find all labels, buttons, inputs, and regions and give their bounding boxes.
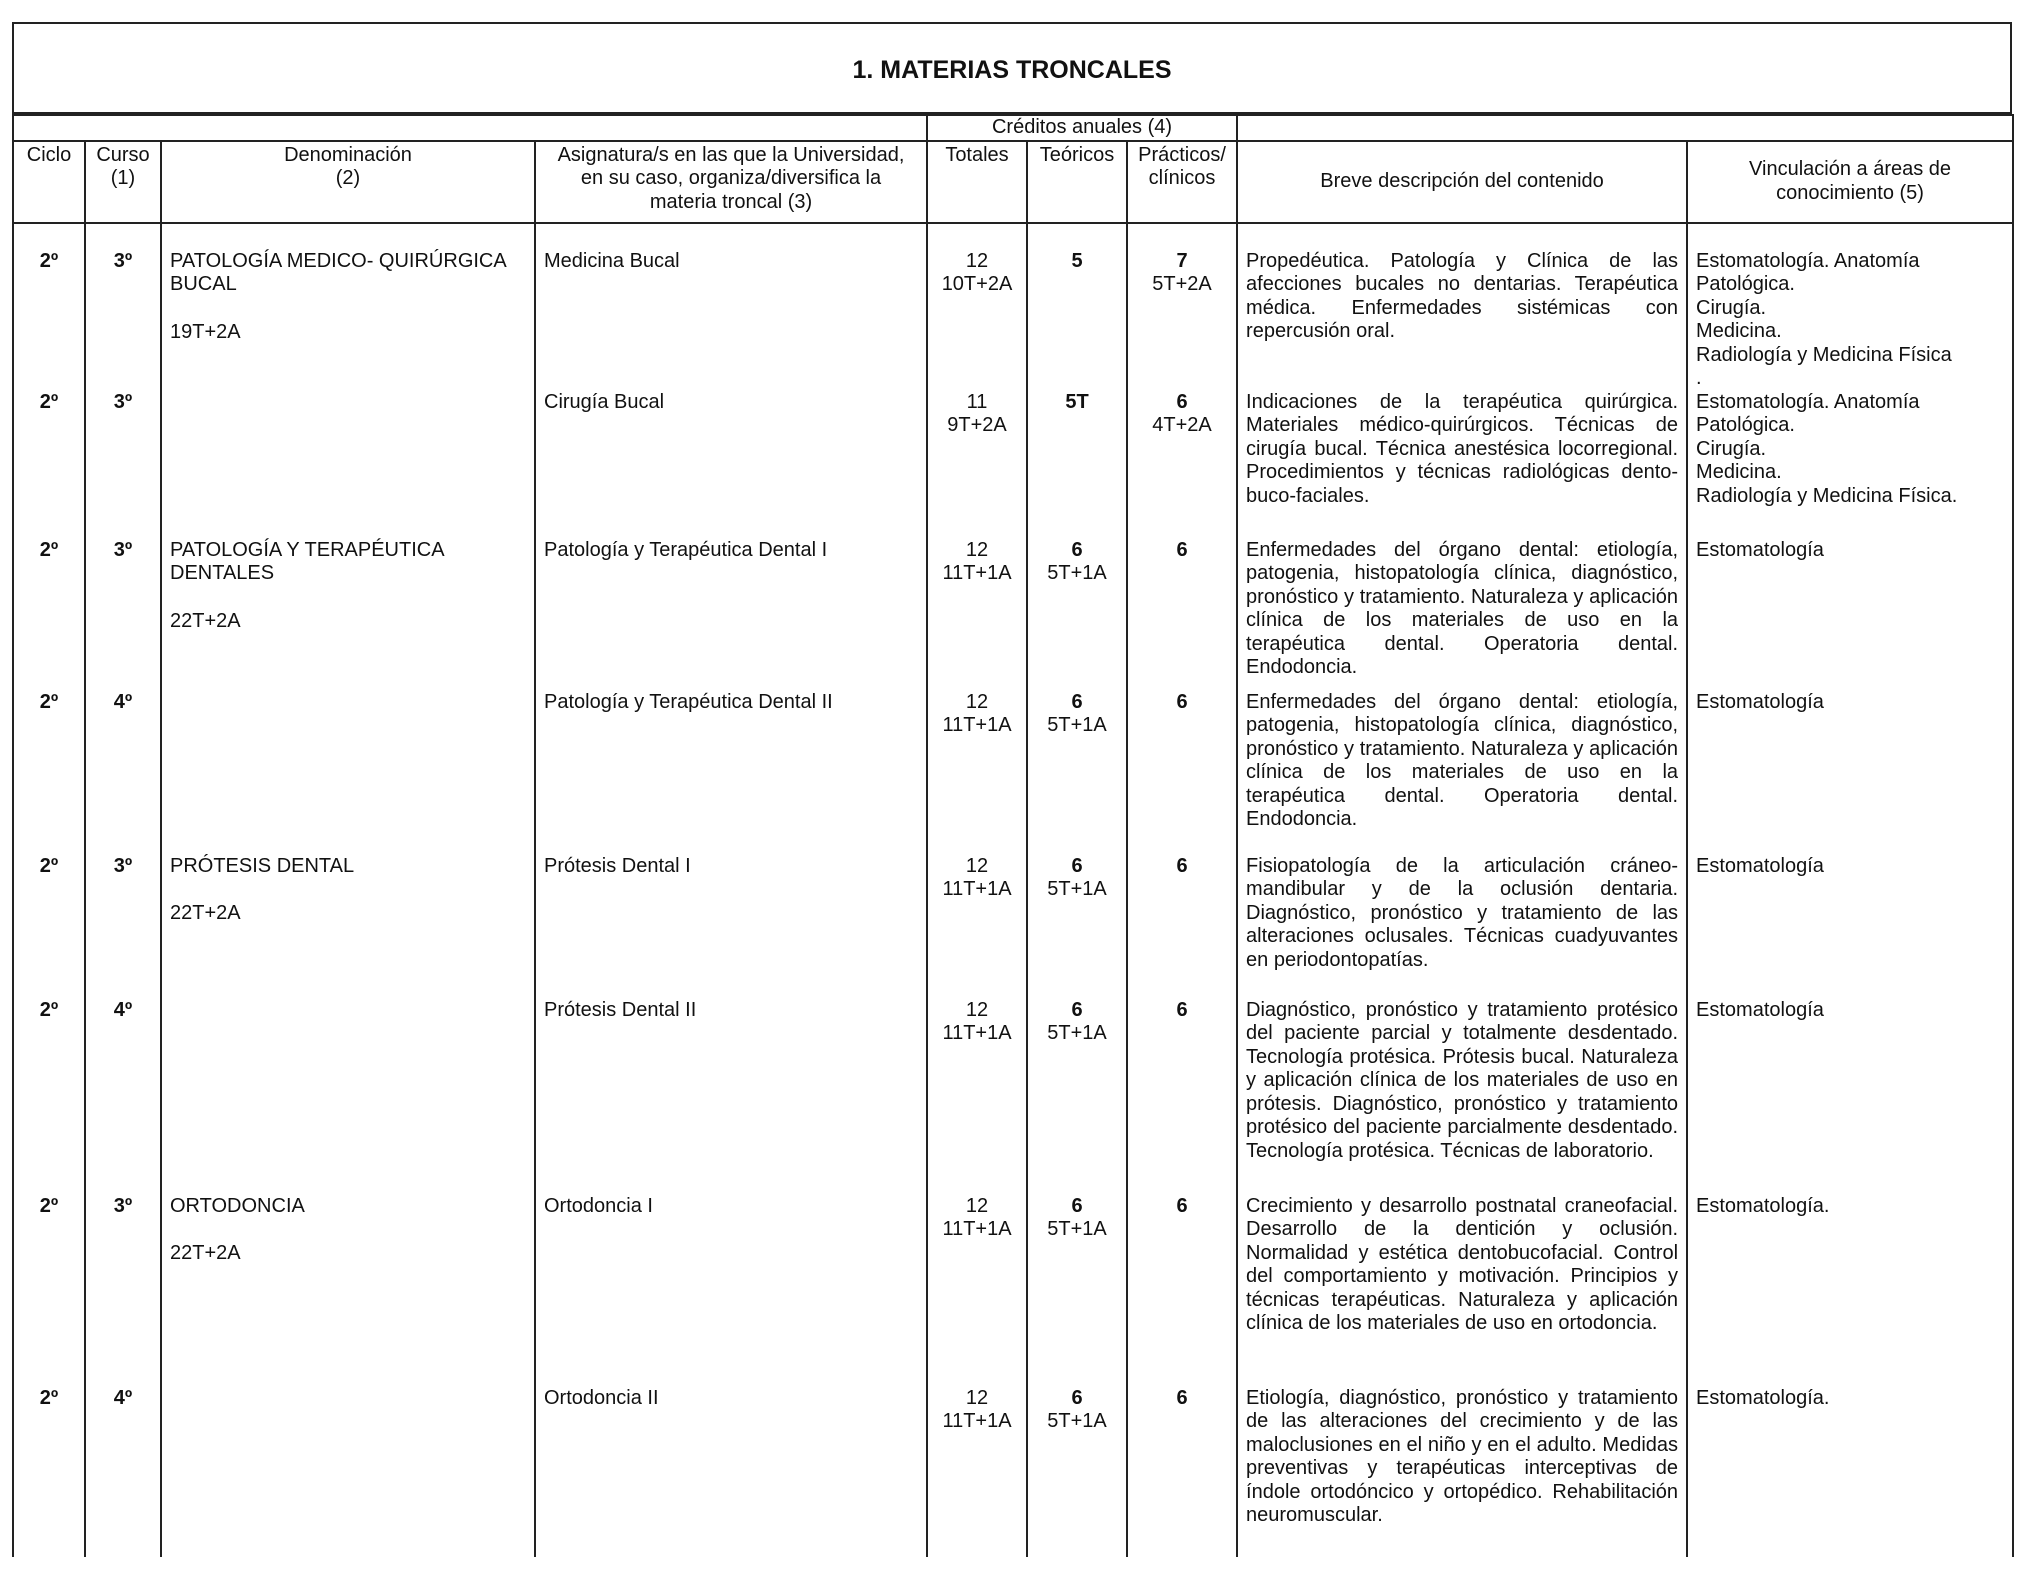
cell-descripcion [1237,855,1687,999]
cell-curso [85,250,161,391]
cell-curso [85,1387,161,1557]
cell-denominacion [161,855,535,999]
cell-totales [927,855,1027,999]
teoricos-value: 6 [1071,690,1083,713]
cell-asignatura [535,250,927,391]
cell-practicos [1127,391,1237,539]
cell-denominacion [161,999,535,1195]
vinculacion-line: Medicina. [1696,461,1782,483]
totales-value: 11 [966,390,988,413]
descripcion-value: Indicaciones de la terapéutica quirúrgica. Materiales médico-quirúrgicos. Técnicas de cirugía bucal. Técnica anestésica locorregional. Procedimientos y técnicas radiológicas dento-buco-faciales. [1246,390,1679,507]
vinculacion-line: Patológica. [1696,273,1795,295]
teoricos-breakdown: 5T+1A [1047,714,1107,736]
asignatura-value: Prótesis Dental II [544,998,697,1021]
header-curso-note: (1) [110,167,136,189]
totales-value: 12 [965,690,989,713]
header-denominacion-note: (2) [335,167,361,189]
header-asignatura-line1: Asignatura/s en las que la Universidad, [557,143,905,166]
curso-value: 3º [113,249,133,272]
header-teoricos-label: Teóricos [1039,143,1115,166]
denominacion-creditos: 19T+2A [170,320,241,343]
header-denominacion-label: Denominación [284,143,412,166]
teoricos-value: 6 [1071,854,1083,877]
ciclo-value: 2º [39,1194,59,1217]
cell-teoricos [1027,999,1127,1195]
totales-value: 12 [965,998,989,1021]
practicos-value: 6 [1176,1194,1188,1217]
cell-curso [85,1195,161,1387]
vinculacion-line: Estomatología [1696,690,1824,713]
header-practicos [1127,141,1237,223]
cell-descripcion [1237,250,1687,391]
ciclo-value: 2º [39,390,59,413]
descripcion-value: Crecimiento y desarrollo postnatal craneofacial. Desarrollo de la dentición y oclusión. Normalidad y estética dentobucofacial. Control del comportamiento y motivación. Principios y técnicas terapéuticas. Naturaleza y aplicación clínica de los materiales de uso en ortodoncia. [1246,1194,1679,1334]
asignatura-value: Ortodoncia I [544,1194,653,1217]
cell-totales [927,391,1027,539]
cell-teoricos [1027,1195,1127,1387]
header-vinculacion [1687,141,2013,223]
teoricos-value: 6 [1071,538,1083,561]
asignatura-value: Medicina Bucal [544,249,680,272]
ciclo-value: 2º [39,1386,59,1409]
vinculacion-line: Estomatología. [1696,1194,1830,1217]
cell-totales [927,1195,1027,1387]
table-row [13,1387,2013,1557]
vinculacion-line: Estomatología. Anatomía [1696,390,1920,413]
cell-denominacion [161,1387,535,1557]
vinculacion-line: . [1696,367,1702,389]
table-row [13,250,2013,391]
totales-value: 12 [965,854,989,877]
totales-breakdown: 10T+2A [941,273,1013,295]
curso-value: 3º [113,538,133,561]
cell-descripcion [1237,539,1687,691]
teoricos-value: 5T [1065,390,1089,413]
vinculacion-line: Estomatología. Anatomía [1696,249,1920,272]
vinculacion-line: Estomatología [1696,538,1824,561]
cell-ciclo [13,1387,85,1557]
cell-ciclo [13,1195,85,1387]
denominacion-creditos: 22T+2A [170,1242,241,1264]
totales-value: 12 [965,249,989,272]
cell-curso [85,391,161,539]
cell-descripcion [1237,391,1687,539]
vinculacion-line: Patológica. [1696,414,1795,436]
practicos-value: 6 [1176,854,1188,877]
cell-asignatura [535,391,927,539]
vinculacion-line: Estomatología [1696,854,1824,877]
header-descripcion [1237,141,1687,223]
practicos-value: 6 [1176,690,1188,713]
cell-vinculacion [1687,250,2013,391]
teoricos-value: 6 [1071,998,1083,1021]
table-row [13,1195,2013,1387]
totales-value: 12 [965,538,989,561]
table-row [13,539,2013,691]
header-teoricos [1027,141,1127,223]
cell-ciclo [13,691,85,855]
cell-curso [85,999,161,1195]
cell-totales [927,250,1027,391]
header-ciclo [13,141,85,223]
cell-ciclo [13,250,85,391]
cell-curso [85,855,161,999]
cell-asignatura [535,999,927,1195]
ciclo-value: 2º [39,854,59,877]
cell-teoricos [1027,539,1127,691]
vinculacion-line: Medicina. [1696,320,1782,342]
cell-vinculacion [1687,539,2013,691]
table-row [13,999,2013,1195]
practicos-value: 6 [1176,538,1188,561]
cell-vinculacion [1687,855,2013,999]
vinculacion-line: Radiología y Medicina Física. [1696,484,1958,507]
teoricos-value: 5 [1071,249,1083,272]
denominacion-creditos: 22T+2A [170,902,241,924]
cell-asignatura [535,539,927,691]
header-asignatura [535,141,927,223]
cell-denominacion [161,250,535,391]
practicos-value: 6 [1176,390,1188,413]
cell-teoricos [1027,691,1127,855]
asignatura-value: Cirugía Bucal [544,390,665,413]
cell-denominacion [161,691,535,855]
materias-table [12,114,2014,1557]
ciclo-value: 2º [39,690,59,713]
vinculacion-line: Estomatología [1696,998,1824,1021]
ciclo-value: 2º [39,998,59,1021]
table-body [13,223,2013,1557]
header-curso-label: Curso [96,143,150,166]
cell-vinculacion [1687,999,2013,1195]
cell-descripcion [1237,691,1687,855]
cell-denominacion [161,539,535,691]
denominacion-value: PATOLOGÍA MEDICO- QUIRÚRGICA BUCAL [170,249,506,295]
cell-vinculacion [1687,1195,2013,1387]
descripcion-value: Propedéutica. Patología y Clínica de las afecciones bucales no dentarias. Terapéutica médica. Enfermedades sistémicas con repercusión oral. [1246,249,1679,342]
header-practicos-line2: clínicos [1148,167,1216,189]
cell-descripcion [1237,1387,1687,1557]
asignatura-value: Patología y Terapéutica Dental I [544,538,828,561]
cell-teoricos [1027,1387,1127,1557]
table-row [13,855,2013,999]
teoricos-value: 6 [1071,1386,1083,1409]
cell-asignatura [535,1195,927,1387]
denominacion-value: PATOLOGÍA Y TERAPÉUTICA DENTALES [170,538,444,584]
header-creditos-group: Créditos anuales (4) [927,115,1237,141]
practicos-breakdown: 5T+2A [1152,273,1212,295]
header-totales-label: Totales [945,143,1009,166]
ciclo-value: 2º [39,538,59,561]
asignatura-value: Patología y Terapéutica Dental II [544,690,833,713]
cell-practicos [1127,1195,1237,1387]
table-row [13,391,2013,539]
cell-practicos [1127,691,1237,855]
vinculacion-line: Estomatología. [1696,1386,1830,1409]
cell-totales [927,999,1027,1195]
header-curso [85,141,161,223]
cell-curso [85,539,161,691]
cell-vinculacion [1687,391,2013,539]
header-practicos-line1: Prácticos/ [1138,143,1226,166]
cell-asignatura [535,691,927,855]
cell-curso [85,691,161,855]
denominacion-value: ORTODONCIA [170,1194,305,1217]
cell-teoricos [1027,855,1127,999]
cell-vinculacion [1687,1387,2013,1557]
cell-ciclo [13,999,85,1195]
asignatura-value: Ortodoncia II [544,1386,659,1409]
descripcion-value: Enfermedades del órgano dental: etiología, patogenia, histopatología clínica, diagnóstico, pronóstico y tratamiento. Naturaleza y aplicación clínica de los materiales de uso en la terapéutica dental. Operatoria dental. Endodoncia. [1246,538,1679,678]
header-asignatura-line3: materia troncal (3) [649,190,813,213]
header-blank-right [1237,115,2013,141]
totales-breakdown: 11T+1A [942,1410,1012,1432]
header-vinculacion-line1: Vinculación a áreas de [1749,158,1952,180]
denominacion-creditos: 22T+2A [170,609,241,632]
header-denominacion [161,141,535,223]
cell-descripcion [1237,999,1687,1195]
curso-value: 3º [113,1194,133,1217]
vinculacion-line: Radiología y Medicina Física [1696,343,1952,366]
curso-value: 3º [113,854,133,877]
totales-breakdown: 9T+2A [947,414,1007,436]
curso-value: 4º [113,1386,133,1409]
cell-asignatura [535,855,927,999]
denominacion-value: PRÓTESIS DENTAL [170,854,355,877]
totales-breakdown: 11T+1A [942,562,1012,584]
cell-practicos [1127,999,1237,1195]
vinculacion-line: Cirugía. [1696,437,1767,460]
totales-breakdown: 11T+1A [942,1218,1012,1240]
practicos-value: 6 [1176,998,1188,1021]
cell-denominacion [161,1195,535,1387]
teoricos-value: 6 [1071,1194,1083,1217]
teoricos-breakdown: 5T+1A [1047,1022,1107,1044]
cell-teoricos [1027,391,1127,539]
teoricos-breakdown: 5T+1A [1047,1410,1107,1432]
header-totales [927,141,1027,223]
cell-ciclo [13,855,85,999]
totales-breakdown: 11T+1A [942,714,1012,736]
cell-totales [927,539,1027,691]
header-ciclo-label: Ciclo [26,143,72,166]
title-frame [12,22,2012,114]
cell-ciclo [13,539,85,691]
descripcion-value: Etiología, diagnóstico, pronóstico y tratamiento de las alteraciones del crecimiento y de las maloclusiones en el niño y en el adulto. Medidas preventivas y terapéuticas interceptivas de índole ortodóncico y ortopédico. Rehabilitación neuromuscular. [1246,1386,1679,1526]
header-vinculacion-line2: conocimiento (5) [1776,181,1924,204]
table-row [13,691,2013,855]
asignatura-value: Prótesis Dental I [544,854,691,877]
totales-breakdown: 11T+1A [942,878,1012,900]
cell-denominacion [161,391,535,539]
totales-breakdown: 11T+1A [942,1022,1012,1044]
practicos-value: 7 [1176,249,1188,272]
cell-practicos [1127,1387,1237,1557]
cell-practicos [1127,855,1237,999]
descripcion-value: Fisiopatología de la articulación cráneo-mandibular y de la oclusión dentaria. Diagnóstico, pronóstico y tratamiento de las alteraciones oclusales. Técnicas cuadyuvantes en periodontopatías. [1246,854,1679,971]
teoricos-breakdown: 5T+1A [1047,1218,1107,1240]
cell-descripcion [1237,1195,1687,1387]
curso-value: 3º [113,390,133,413]
totales-value: 12 [965,1194,989,1217]
practicos-breakdown: 4T+2A [1152,414,1212,436]
teoricos-breakdown: 5T+1A [1047,878,1107,900]
cell-vinculacion [1687,691,2013,855]
cell-practicos [1127,250,1237,391]
vinculacion-line: Cirugía. [1696,296,1767,319]
cell-ciclo [13,391,85,539]
teoricos-breakdown: 5T+1A [1047,562,1107,584]
cell-totales [927,691,1027,855]
header-blank-left [13,115,927,141]
curso-value: 4º [113,690,133,713]
cell-totales [927,1387,1027,1557]
totales-value: 12 [965,1386,989,1409]
header-descripcion-label: Breve descripción del contenido [1320,169,1604,192]
ciclo-value: 2º [39,249,59,272]
page-title: 1. MATERIAS TRONCALES [852,56,1172,84]
practicos-value: 6 [1176,1386,1188,1409]
curso-value: 4º [113,998,133,1021]
header-asignatura-line2: en su caso, organiza/diversifica la [580,167,882,189]
cell-asignatura [535,1387,927,1557]
cell-practicos [1127,539,1237,691]
descripcion-value: Diagnóstico, pronóstico y tratamiento protésico del paciente parcial y totalmente desdentado. Tecnología protésica. Prótesis bucal. Naturaleza y aplicación clínica de los materiales de uso en prótesis. Diagnóstico, pronóstico y tratamiento protésico del paciente parcialmente desdentado. Tecnología protésica. Técnicas de laboratorio. [1246,998,1679,1162]
descripcion-value: Enfermedades del órgano dental: etiología, patogenia, histopatología clínica, diagnóstico, pronóstico y tratamiento. Naturaleza y aplicación clínica de los materiales de uso en la terapéutica dental. Operatoria dental. Endodoncia. [1246,690,1679,830]
cell-teoricos [1027,250,1127,391]
